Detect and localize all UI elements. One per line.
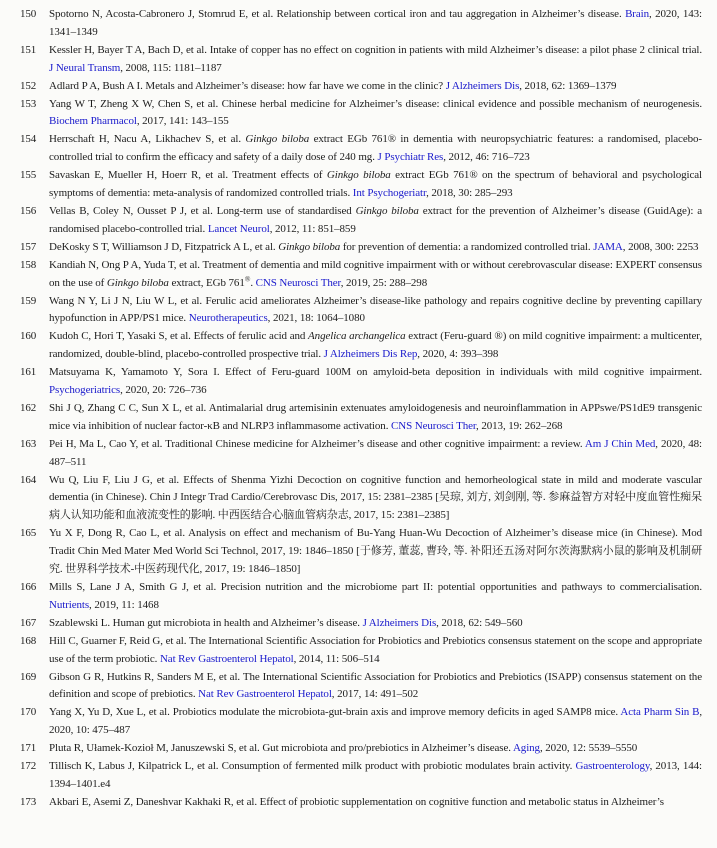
reference-item: [20, 758, 702, 794]
reference-segment: Herrschaft H, Nacu A, Likhachev S, et al.: [49, 133, 246, 146]
reference-segment: Yu X F, Dong R, Cao L, et al. Analysis on effect and mechanism of Bu-Yang Huan-Wu Decoction of Alzheimer’s disease mice (in Chinese). Mod Tradit Chin Med Mater Med World Sci Technol, 2017, 19: 1846–1850 [于修芳, 董蕊, 曹玲, 等. 补阳还五汤对阿尔茨海默病小鼠的影响及机制研究. 世界科学技术-中医药现代化, 2017, 19: 1846–1850]: [49, 527, 702, 576]
reference-segment: , 2018, 62: 549–560: [436, 616, 523, 629]
reference-text: [49, 293, 702, 329]
reference-segment: extract EGb 761® on the spectrum of behavioral and psychological symptoms of dementia: meta-analysis of randomized controlled trials.: [49, 169, 702, 200]
journal-link[interactable]: Psychogeriatrics: [49, 384, 121, 397]
reference-text: [49, 364, 702, 400]
reference-item: [20, 794, 702, 812]
reference-segment: , 2013, 144: 1394–1401.e4: [49, 760, 702, 790]
reference-segment: , 2012, 11: 851–859: [269, 222, 356, 235]
reference-segment: Wu Q, Liu F, Liu J G, et al. Effects of Shenma Yizhi Decoction on cognitive function and hemorheological state in mild and moderate vascular dementia (in Chinese). Chin J Integr Trad Cardio/Cerebrovasc Dis, 2017, 15: 2381–2385 [吴琼, 刘方, 刘剑刚, 等. 参麻益智方对轻中度血管性痴呆病人认知功能和血液流变性的影响. 中西医结合心脑血管病杂志, 2017, 15: 2381–2385]: [49, 473, 702, 522]
reference-item: [20, 436, 702, 472]
reference-number: 169: [20, 670, 37, 683]
reference-number: 166: [20, 581, 37, 593]
reference-segment: Pluta R, Ułamek-Kozioł M, Januszewski S, et al. Gut microbiota and pro/prebiotics in Alzheimer’s disease.: [49, 742, 513, 755]
reference-item: [20, 669, 702, 705]
journal-link[interactable]: Acta Pharm Sin B: [620, 706, 700, 719]
reference-item: [20, 472, 702, 526]
reference-item: [20, 579, 702, 615]
reference-segment: , 2020, 12: 5539–5550: [539, 742, 638, 755]
reference-segment: .: [250, 276, 256, 289]
reference-text: [49, 203, 702, 239]
reference-number: 159: [20, 294, 37, 307]
reference-item: [20, 740, 702, 758]
reference-item: [20, 6, 702, 42]
reference-segment: , 2020, 20: 726–736: [120, 384, 207, 397]
reference-number: 164: [20, 473, 37, 486]
reference-segment: Szablewski L. Human gut microbiota in health and Alzheimer’s disease.: [49, 616, 363, 629]
reference-item: [20, 257, 702, 293]
reference-item: [20, 42, 702, 78]
reference-number: 152: [20, 79, 37, 92]
reference-item: [20, 704, 702, 740]
journal-link[interactable]: Brain: [625, 8, 650, 20]
journal-link[interactable]: CNS Neurosci Ther: [255, 276, 341, 289]
reference-segment: , 2017, 14: 491–502: [331, 688, 419, 701]
reference-text: [49, 525, 702, 579]
reference-number: 153: [20, 97, 37, 110]
journal-link[interactable]: J Alzheimers Dis: [362, 616, 437, 629]
reference-segment: , 2019, 11: 1468: [89, 598, 159, 611]
reference-text: [49, 633, 702, 669]
journal-link[interactable]: Int Psychogeriatr: [352, 187, 427, 200]
reference-text: [49, 6, 702, 42]
journal-link[interactable]: JAMA: [593, 240, 623, 253]
species-name: Ginkgo biloba: [355, 204, 419, 217]
reference-segment: , 2012, 46: 716–723: [443, 151, 530, 164]
reference-text: [49, 328, 702, 364]
journal-link[interactable]: J Neural Transm: [49, 61, 121, 74]
reference-number: 150: [20, 8, 37, 20]
reference-text: [49, 758, 702, 794]
reference-item: [20, 239, 702, 257]
reference-text: [49, 472, 702, 526]
reference-segment: Gibson G R, Hutkins R, Sanders M E, et al. The International Scientific Association for Probiotics and Prebiotics (ISAPP) consensus statement on the definition and scope of prebiotics.: [49, 670, 702, 701]
reference-segment: , 2020, 48: 487–511: [49, 437, 702, 468]
reference-number: 161: [20, 366, 37, 379]
reference-text: [49, 400, 702, 436]
reference-segment: Shi J Q, Zhang C C, Sun X L, et al. Antimalarial drug artemisinin extenuates amyloidogenesis and neuroinflammation in APPswe/PS1dE9 transgenic mice via inhibition of nuclear factor-κB and NLRP3 inflammasome activation.: [49, 401, 702, 432]
reference-number: 160: [20, 330, 37, 343]
reference-text: [49, 96, 702, 132]
reference-item: [20, 525, 702, 579]
reference-text: [49, 131, 702, 167]
species-name: Ginkgo biloba: [278, 240, 341, 253]
reference-text: [49, 579, 702, 615]
reference-text: [49, 239, 702, 257]
reference-number: 173: [20, 795, 37, 808]
reference-text: [49, 669, 702, 705]
reference-segment: DeKosky S T, Williamson J D, Fitzpatrick A L, et al.: [49, 240, 279, 253]
reference-number: 154: [20, 133, 37, 146]
species-name: Ginkgo biloba: [326, 169, 391, 182]
reference-item: [20, 167, 702, 203]
reference-segment: Savaskan E, Mueller H, Hoerr R, et al. Treatment effects of: [49, 169, 327, 182]
journal-link[interactable]: J Alzheimers Dis Rep: [323, 348, 418, 361]
reference-segment: , 2008, 115: 1181–1187: [120, 61, 222, 74]
reference-text: [49, 794, 702, 812]
reference-segment: Adlard P A, Bush A I. Metals and Alzheimer’s disease: how far have we come in the clinic?: [49, 79, 446, 92]
reference-number: 162: [20, 401, 37, 414]
species-name: Ginkgo biloba: [245, 133, 310, 146]
journal-link[interactable]: J Alzheimers Dis: [445, 79, 520, 92]
reference-segment: Kudoh C, Hori T, Yasaki S, et al. Effects of ferulic acid and: [49, 330, 309, 343]
journal-link[interactable]: Am J Chin Med: [584, 437, 656, 450]
reference-text: [49, 436, 702, 472]
reference-segment: , 2018, 30: 285–293: [426, 187, 513, 200]
journal-link[interactable]: Nat Rev Gastroenterol Hepatol: [198, 688, 332, 701]
reference-item: [20, 364, 702, 400]
reference-segment: extract (Feru-guard ®) on mild cognitive impairment: a multicenter, randomized, double-blind, placebo-controlled prospective trial.: [49, 330, 703, 361]
reference-segment: , 2019, 25: 288–298: [340, 276, 428, 289]
species-name: Ginkgo biloba: [106, 276, 169, 289]
reference-item: [20, 633, 702, 669]
species-name: Angelica archangelica: [308, 330, 406, 343]
reference-segment: , 2020, 4: 393–398: [417, 348, 499, 361]
reference-segment: Vellas B, Coley N, Ousset P J, et al. Long-term use of standardised: [49, 204, 356, 217]
reference-text: [49, 740, 702, 758]
reference-segment: , 2013, 19: 262–268: [476, 419, 563, 432]
reference-segment: Hill C, Guarner F, Reid G, et al. The International Scientific Association for Probiotics and Prebiotics consensus statement on the scope and appropriate use of the term probiotic.: [49, 634, 702, 665]
registered-trademark-symbol: ®: [244, 273, 251, 283]
reference-number: 155: [20, 169, 37, 182]
journal-link[interactable]: CNS Neurosci Ther: [391, 419, 477, 432]
reference-segment: extract EGb 761® in dementia with neuropsychiatric features: a randomised, placebo-controlled trial to confirm the efficacy and safety of a daily dose of 240 mg.: [49, 133, 702, 164]
reference-segment: Yang X, Yu D, Xue L, et al. Probiotics modulate the microbiota-gut-brain axis and improve memory deficits in aged SAMP8 mice.: [49, 706, 621, 719]
reference-number: 151: [20, 43, 37, 56]
reference-number: 170: [20, 706, 37, 719]
reference-segment: Kessler H, Bayer T A, Bach D, et al. Intake of copper has no effect on cognition in patients with mild Alzheimer’s disease: a pilot phase 2 clinical trial.: [49, 43, 702, 56]
journal-link[interactable]: Lancet Neurol: [207, 222, 270, 235]
reference-segment: Akbari E, Asemi Z, Daneshvar Kakhaki R, et al. Effect of probiotic supplementation on cognitive function and metabolic status in Alzheimer’s: [49, 795, 664, 808]
reference-text: [49, 704, 702, 740]
reference-text: [49, 615, 702, 633]
reference-segment: extract, EGb 761: [168, 276, 245, 289]
reference-number: 165: [20, 527, 37, 540]
journal-link[interactable]: J Psychiatr Res: [377, 151, 444, 164]
reference-segment: Yang W T, Zheng X W, Chen S, et al. Chinese herbal medicine for Alzheimer’s disease: clinical evidence and possible mechanism of neurogenesis.: [49, 97, 702, 110]
journal-link[interactable]: Gastroenterology: [575, 760, 650, 773]
journal-link[interactable]: Neurotherapeutics: [188, 312, 268, 325]
reference-number: 163: [20, 437, 37, 450]
reference-segment: Tillisch K, Labus J, Kilpatrick L, et al. Consumption of fermented milk product with probiotic modulates brain activity.: [49, 760, 576, 773]
reference-item: [20, 131, 702, 167]
reference-text: [49, 167, 702, 203]
reference-list: [20, 6, 702, 812]
reference-segment: , 2021, 18: 1064–1080: [267, 312, 365, 325]
reference-segment: Spotorno N, Acosta-Cabronero J, Stomrud E, et al. Relationship between cortical iron and tau aggregation in Alzheimer’s disease.: [49, 8, 626, 20]
reference-segment: Mills S, Lane J A, Smith G J, et al. Precision nutrition and the microbiome part II: potential opportunities and pathways to commercialisation.: [49, 581, 702, 593]
reference-segment: , 2014, 11: 506–514: [293, 652, 380, 665]
reference-item: [20, 615, 702, 633]
reference-number: 156: [20, 204, 37, 217]
reference-segment: , 2020, 10: 475–487: [49, 706, 703, 737]
reference-text: [49, 78, 702, 96]
journal-link[interactable]: Biochem Pharmacol: [49, 115, 137, 128]
reference-number: 157: [20, 240, 37, 253]
reference-segment: , 2018, 62: 1369–1379: [519, 79, 617, 92]
reference-number: 172: [20, 760, 37, 773]
reference-item: [20, 78, 702, 96]
reference-segment: , 2008, 300: 2253: [622, 240, 699, 253]
reference-segment: , 2020, 143: 1341–1349: [49, 8, 702, 38]
reference-segment: Pei H, Ma L, Cao Y, et al. Traditional Chinese medicine for Alzheimer’s disease and other cognitive impairment: a review.: [49, 437, 585, 450]
reference-segment: , 2017, 141: 143–155: [136, 115, 229, 128]
reference-segment: Wang N Y, Li J N, Liu W L, et al. Ferulic acid ameliorates Alzheimer’s disease-like pathology and repairs cognitive decline by preventing capillary hypofunction in APP/PS1 mice.: [49, 294, 702, 325]
reference-item: [20, 293, 702, 329]
reference-item: [20, 328, 702, 364]
reference-number: 158: [20, 258, 37, 271]
reference-segment: Kandiah N, Ong P A, Yuda T, et al. Treatment of dementia and mild cognitive impairment with or without cerebrovascular disease: EXPERT consensus on the use of: [49, 258, 702, 289]
journal-link[interactable]: Nat Rev Gastroenterol Hepatol: [159, 652, 294, 665]
reference-item: [20, 203, 702, 239]
reference-segment: extract for the prevention of Alzheimer’s disease (GuidAge): a randomised placebo-controlled trial.: [49, 204, 702, 235]
journal-link[interactable]: Aging: [512, 742, 540, 755]
reference-text: [49, 42, 702, 78]
reference-segment: Matsuyama K, Yamamoto Y, Sora I. Effect of Feru-guard 100M on amyloid-beta deposition in individuals with mild cognitive impairment.: [49, 366, 702, 379]
journal-link[interactable]: Nutrients: [49, 598, 90, 611]
reference-text: [49, 257, 702, 293]
reference-number: 168: [20, 634, 37, 647]
reference-number: 167: [20, 616, 37, 629]
reference-segment: for prevention of dementia: a randomized controlled trial.: [340, 240, 594, 253]
reference-item: [20, 96, 702, 132]
reference-item: [20, 400, 702, 436]
reference-number: 171: [20, 742, 37, 755]
